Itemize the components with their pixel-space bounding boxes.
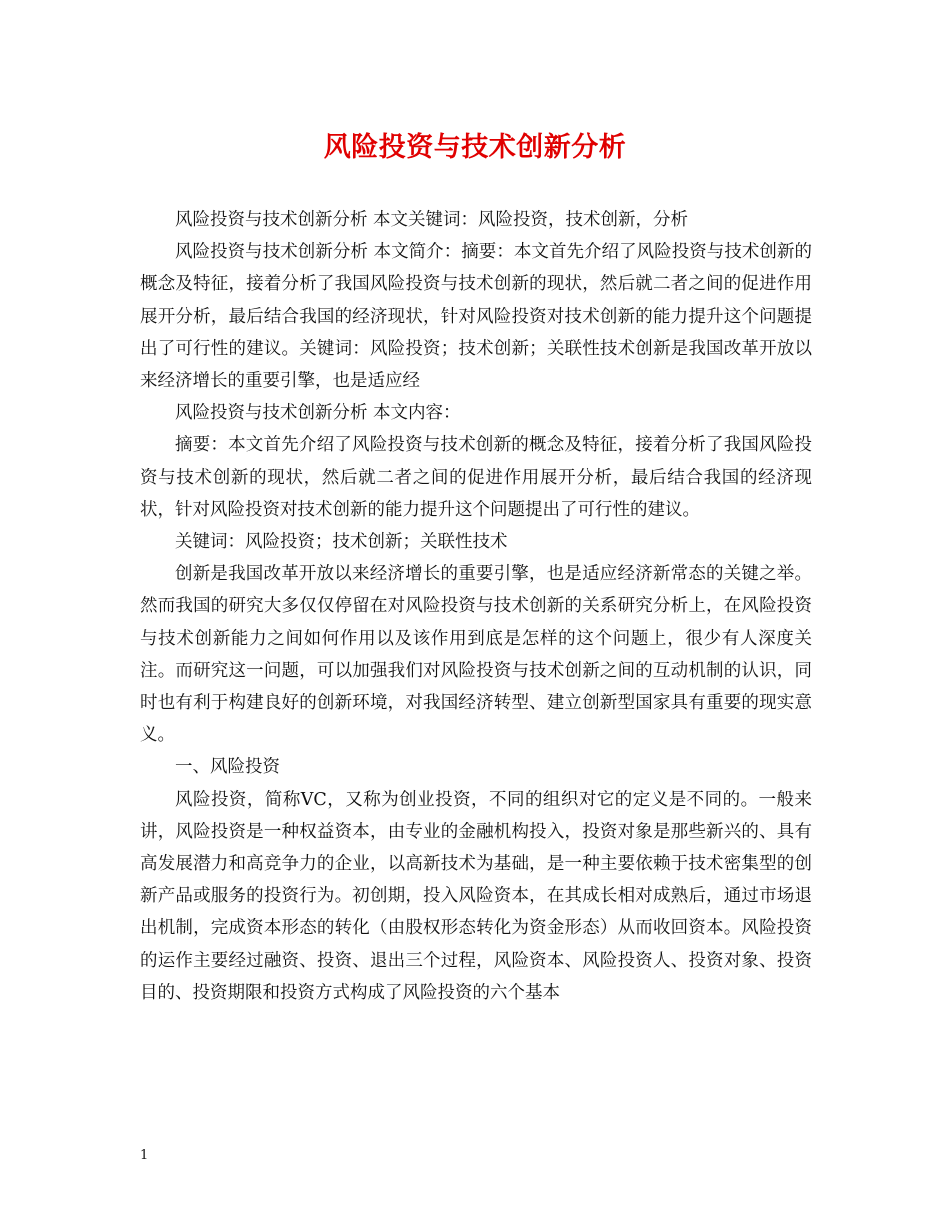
- document-title: 风险投资与技术创新分析: [323, 132, 627, 163]
- paragraph-abstract: 摘要：本文首先介绍了风险投资与技术创新的概念及特征，接着分析了我国风险投资与技术创新的现状，然后就二者之间的促进作用展开分析，最后结合我国的经济现状，针对风险投资对技术创新的能力提升这个问题提出了可行性的建议。: [140, 435, 812, 520]
- document-body: [140, 204, 812, 1009]
- section-heading-venture-capital: 一、风险投资: [175, 757, 280, 778]
- paragraph-summary-intro: 风险投资与技术创新分析 本文简介：摘要：本文首先介绍了风险投资与技术创新的概念及特征，接着分析了我国风险投资与技术创新的现状，然后就二者之间的促进作用展开分析，最后结合我国的经济现状，针对风险投资对技术创新的能力提升这个问题提出了可行性的建议。关键词：风险投资；技术创新；关联性技术创新是我国改革开放以来经济增长的重要引擎，也是适应经: [140, 242, 812, 392]
- page-number: 1: [140, 1148, 149, 1163]
- paragraph-keywords-intro: 风险投资与技术创新分析 本文关键词：风险投资，技术创新，分析: [175, 210, 689, 230]
- paragraph-keywords: 关键词：风险投资；技术创新；关联性技术: [175, 532, 508, 553]
- paragraph-content-heading: 风险投资与技术创新分析 本文内容：: [175, 403, 461, 424]
- paragraph-venture-capital-definition: 风险投资，简称VC，又称为创业投资，不同的组织对它的定义是不同的。一般来讲，风险投资是一种权益资本，由专业的金融机构投入，投资对象是那些新兴的、具有高发展潜力和高竞争力的企业，以高新技术为基础，是一种主要依赖于技术密集型的创新产品或服务的投资行为。初创期，投入风险资本，在其成长相对成熟后，通过市场退出机制，完成资本形态的转化（由股权形态转化为资金形态）从而收回资本。风险投资的运作主要经过融资、投资、退出三个过程，风险资本、风险投资人、投资对象、投资目的、投资期限和投资方式构成了风险投资的六个基本: [140, 789, 812, 1003]
- paragraph-introduction: 创新是我国改革开放以来经济增长的重要引擎，也是适应经济新常态的关键之举。然而我国的研究大多仅仅停留在对风险投资与技术创新的关系研究分析上，在风险投资与技术创新能力之间如何作用以及该作用到底是怎样的这个问题上，很少有人深度关注。而研究这一问题，可以加强我们对风险投资与技术创新之间的互动机制的认识，同时也有利于构建良好的创新环境，对我国经济转型、建立创新型国家具有重要的现实意义。: [140, 564, 812, 746]
